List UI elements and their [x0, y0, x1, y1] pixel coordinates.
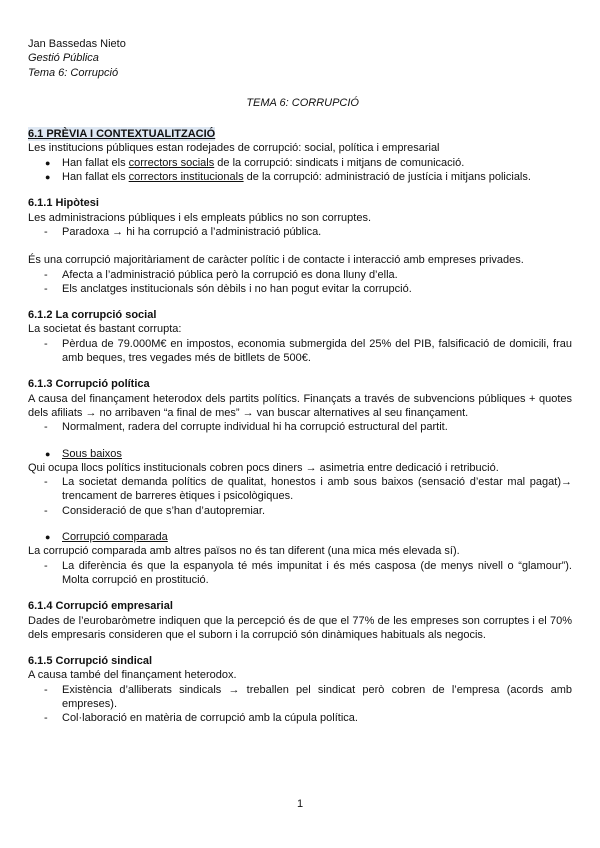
underlined-term: correctors institucionals — [128, 171, 244, 184]
underlined-term: correctors socials — [128, 156, 215, 169]
bullet-item: ● Han fallat els correctors institucionals de la corrupció: administració de justícia i mitjans policials. — [28, 170, 572, 184]
subsection-heading: 6.1.1 Hipòtesi — [28, 197, 99, 210]
section-6-1-2 — [28, 308, 572, 365]
dash-item: - Pèrdua de 79.000M€ en impostos, economia submergida del 25% del PIB, falsificació de domicili, frau amb beques, tres vegades més de bitllets de 500€. — [28, 337, 572, 366]
dash-item: - Afecta a l’administració pública però la corrupció es dona lluny d’ella. — [28, 268, 572, 282]
paragraph: A causa del finançament heterodox dels partits polítics. Finançats a través de subvencions públiques + quotes dels afiliats → no arribaven “a final de mes” → van buscar alternatives al seu finançament. — [28, 392, 572, 419]
dash-item: - Existència d’alliberats sindicals → treballen pel sindicat però cobren de l’empresa (acords amb empreses). — [28, 683, 572, 712]
paragraph: És una corrupció majoritàriament de caràcter polític i de contacte i interacció amb empreses privades. — [28, 254, 524, 267]
dash-item: - La societat demanda polítics de qualitat, honestos i amb sous baixos (sensació d’estar mal pagat)→ trencament de barreres ètiques i psicològiques. — [28, 475, 572, 504]
section-6-1-1 — [28, 196, 572, 296]
paragraph: La societat és bastant corrupta: — [28, 323, 182, 336]
dash-item: - Paradoxa → hi ha corrupció a l’administració pública. — [28, 225, 572, 239]
section-6-1 — [28, 127, 572, 184]
dash-item: - Consideració de que s’han d’autopremiar. — [28, 504, 572, 518]
topic-name: Tema 6: Corrupció — [28, 66, 119, 79]
section-6-1-4 — [28, 599, 572, 642]
document-header — [28, 37, 572, 80]
author-name: Jan Bassedas Nieto — [28, 38, 126, 50]
paragraph: Les institucions públiques estan rodejades de corrupció: social, política i empresarial — [28, 142, 440, 155]
course-name: Gestió Pública — [28, 52, 99, 65]
subsection-heading: 6.1.5 Corrupció sindical — [28, 655, 153, 668]
subsection-heading: 6.1.4 Corrupció empresarial — [28, 600, 173, 613]
section-heading: 6.1 PRÈVIA I CONTEXTUALITZACIÓ — [28, 128, 216, 141]
paragraph: Qui ocupa llocs polítics institucionals cobren pocs diners → asimetria entre dedicació i retribució. — [28, 461, 499, 474]
bullet-item: ● Han fallat els correctors socials de la corrupció: sindicats i mitjans de comunicació. — [28, 156, 572, 170]
paragraph: A causa també del finançament heterodox. — [28, 669, 237, 682]
page-number: 1 — [296, 798, 304, 810]
bullet-subheading: ● Corrupció comparada — [28, 530, 572, 544]
subsection-heading: 6.1.3 Corrupció política — [28, 378, 150, 391]
paragraph: La corrupció comparada amb altres països no és tan diferent (una mica més elevada sí). — [28, 545, 460, 558]
document-content — [28, 37, 572, 726]
dash-item: - Col·laboració en matèria de corrupció amb la cúpula política. — [28, 711, 572, 725]
section-6-1-5 — [28, 654, 572, 725]
subsection-heading: 6.1.2 La corrupció social — [28, 309, 157, 322]
bullet-subheading: ● Sous baixos — [28, 447, 572, 461]
dash-item: - Els anclatges institucionals són dèbils i no han pogut evitar la corrupció. — [28, 282, 572, 296]
section-6-1-3 — [28, 377, 572, 587]
dash-item: - Normalment, radera del corrupte individual hi ha corrupció estructural del partit. — [28, 420, 572, 434]
dash-item: - La diferència és que la espanyola té més impunitat i és més casposa (de menys nivell o “glamour”). Molta corrupció en prostitució. — [28, 559, 572, 588]
paragraph: Les administracions públiques i els empleats públics no son corruptes. — [28, 211, 372, 224]
document-title: TEMA 6: CORRUPCIÓ — [246, 96, 359, 109]
paragraph: Dades de l’eurobaròmetre indiquen que la percepció és de que el 77% de les empreses son corruptes i el 70% dels empresaris consideren que el suborn i la corrupció són dinàmiques habituals als negocis. — [28, 614, 572, 641]
